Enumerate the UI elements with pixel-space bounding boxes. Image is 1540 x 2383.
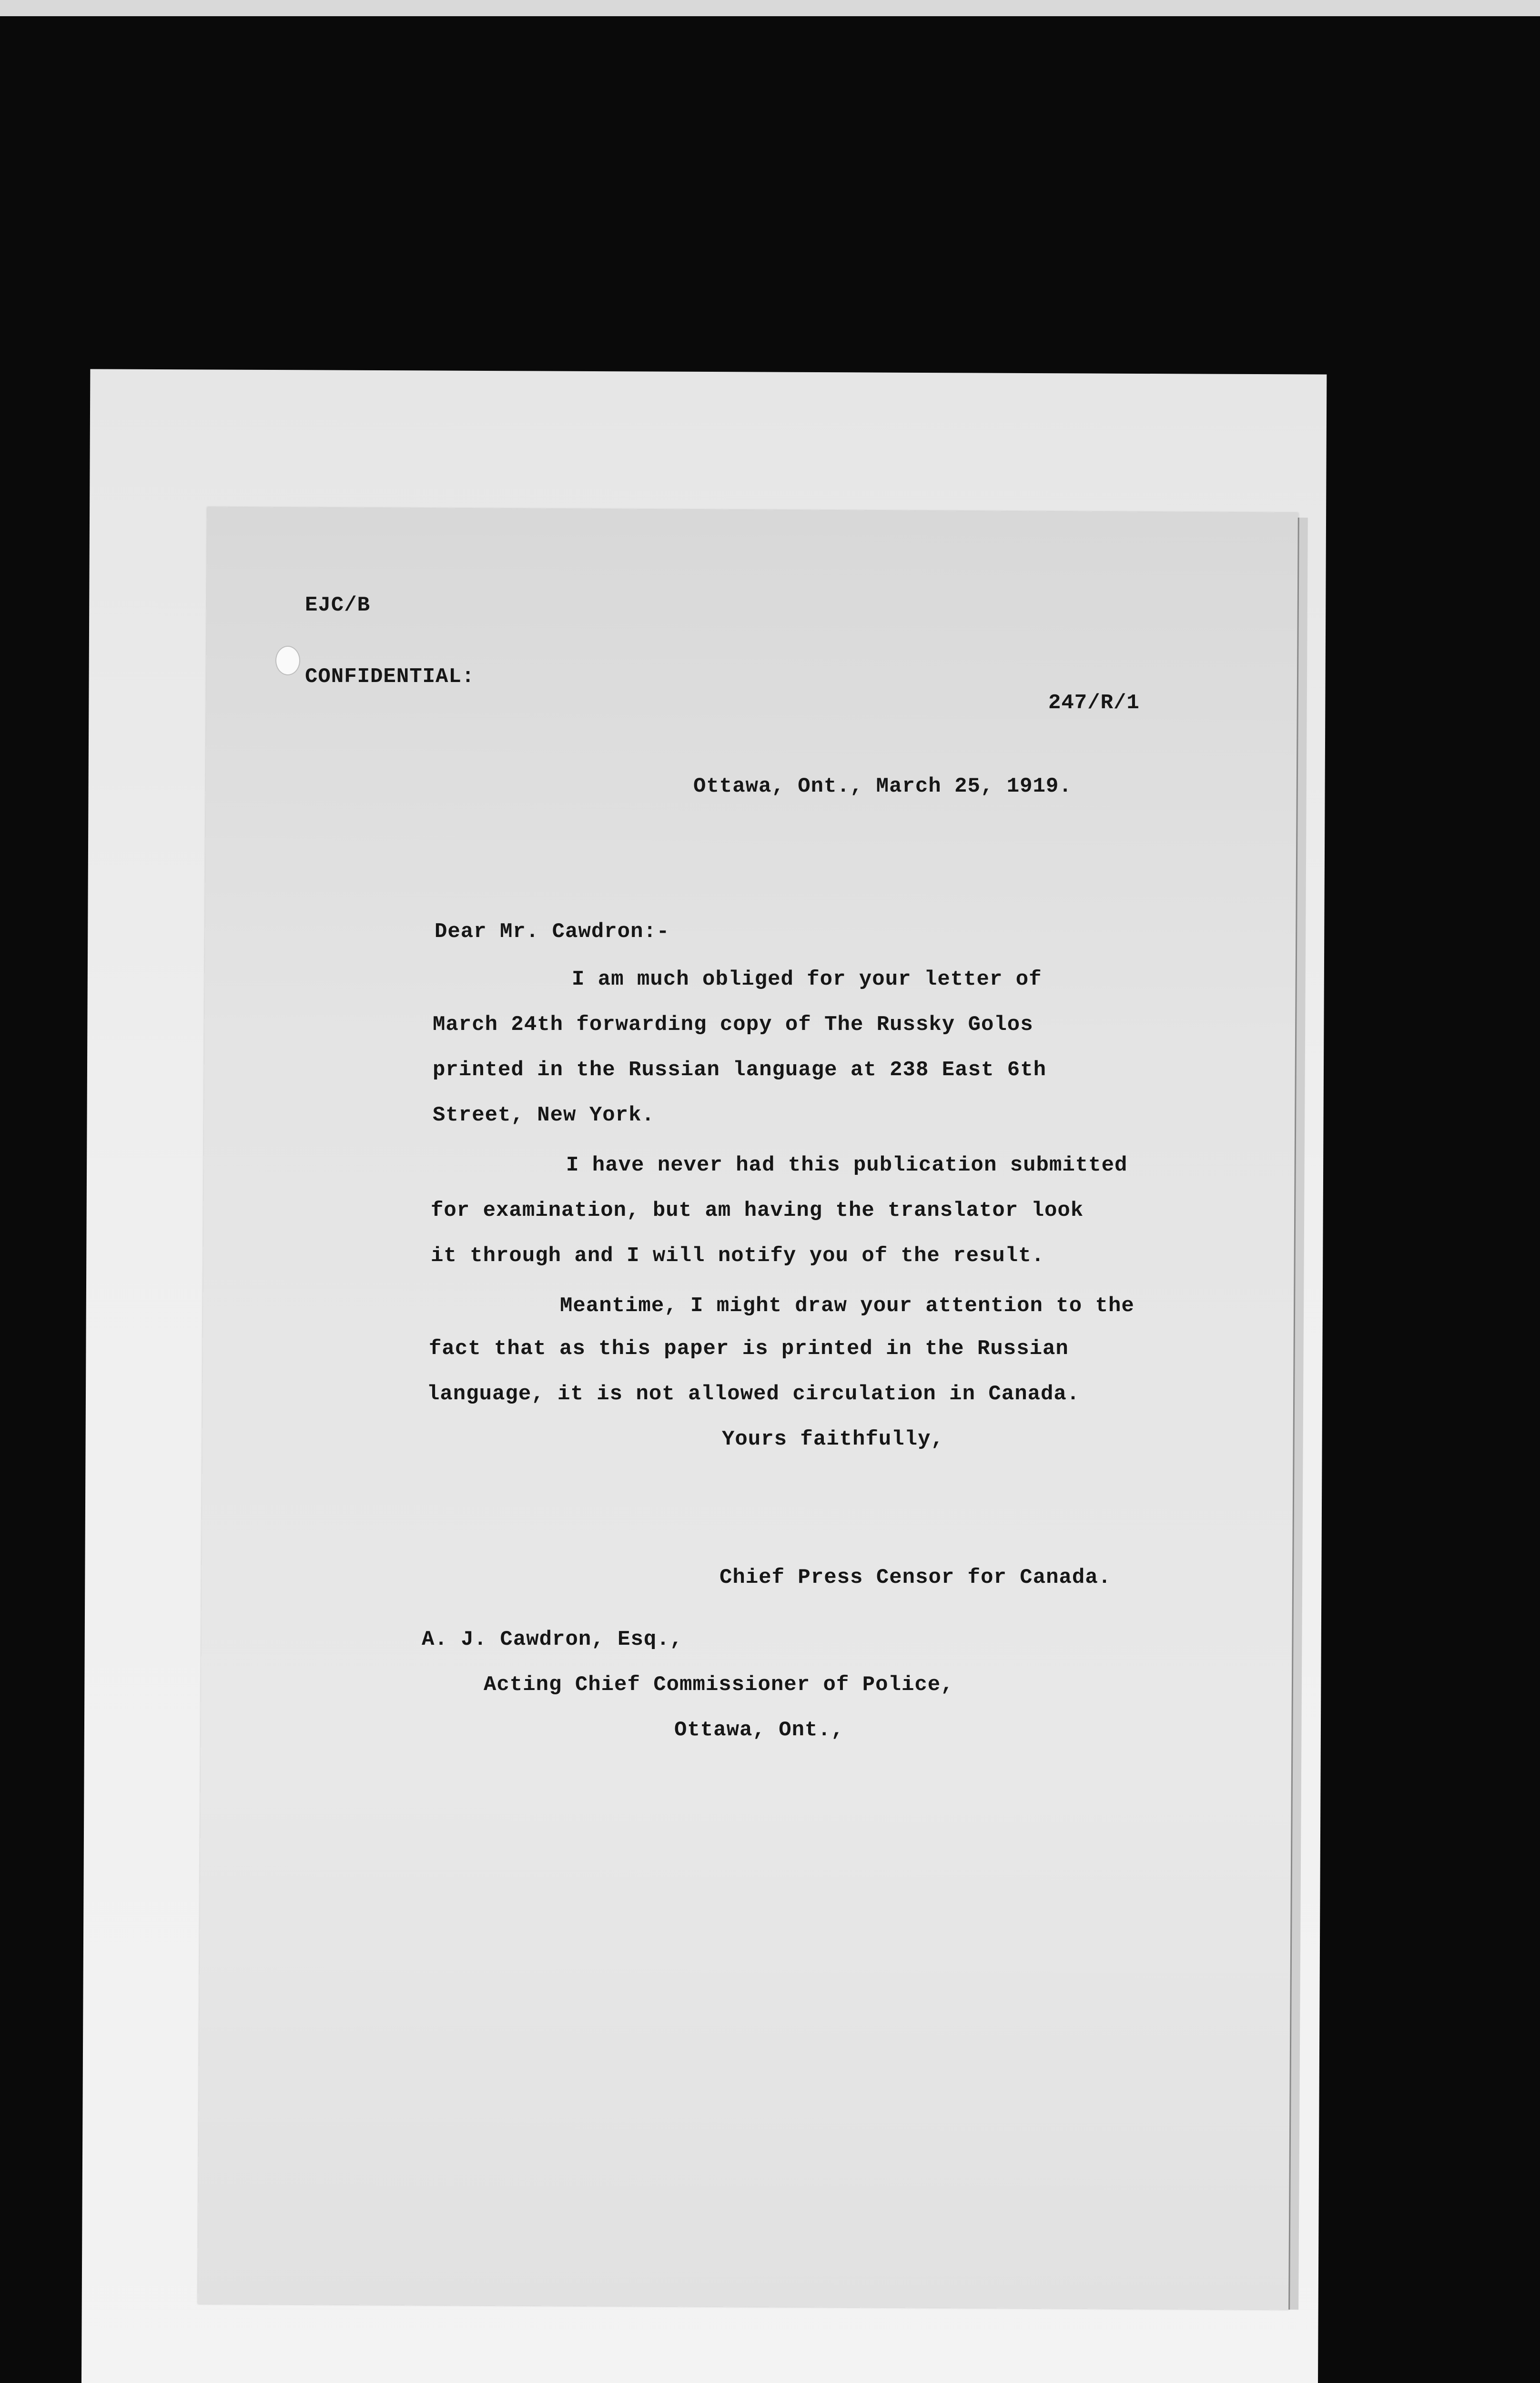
reference-initials: EJC/B <box>305 593 371 617</box>
classification-label: CONFIDENTIAL: <box>305 665 475 689</box>
recipient-address: Ottawa, Ont., <box>674 1718 844 1742</box>
body-line: printed in the Russian language at 238 East 6th <box>433 1058 1047 1082</box>
file-number: 247/R/1 <box>1048 691 1140 715</box>
body-line: fact that as this paper is printed in the Russian <box>429 1337 1069 1361</box>
body-line: it through and I will notify you of the result. <box>431 1244 1045 1268</box>
recipient-title: Acting Chief Commissioner of Police, <box>484 1673 954 1697</box>
place-date: Ottawa, Ont., March 25, 1919. <box>693 774 1072 798</box>
body-line: March 24th forwarding copy of The Russky Golos <box>433 1013 1033 1037</box>
body-line: for examination, but am having the translator look <box>431 1199 1084 1222</box>
closing: Yours faithfully, <box>722 1427 944 1451</box>
body-line: Street, New York. <box>433 1103 655 1127</box>
punch-hole <box>275 646 300 675</box>
film-top-edge <box>0 0 1540 16</box>
salutation: Dear Mr. Cawdron:- <box>435 920 670 944</box>
body-line: Meantime, I might draw your attention to the <box>560 1294 1135 1318</box>
body-line: language, it is not allowed circulation in Canada. <box>427 1382 1080 1406</box>
body-line: I have never had this publication submitted <box>566 1153 1128 1177</box>
body-line: I am much obliged for your letter of <box>572 967 1042 991</box>
signature-title: Chief Press Censor for Canada. <box>719 1566 1112 1589</box>
recipient-name: A. J. Cawdron, Esq., <box>422 1628 683 1651</box>
